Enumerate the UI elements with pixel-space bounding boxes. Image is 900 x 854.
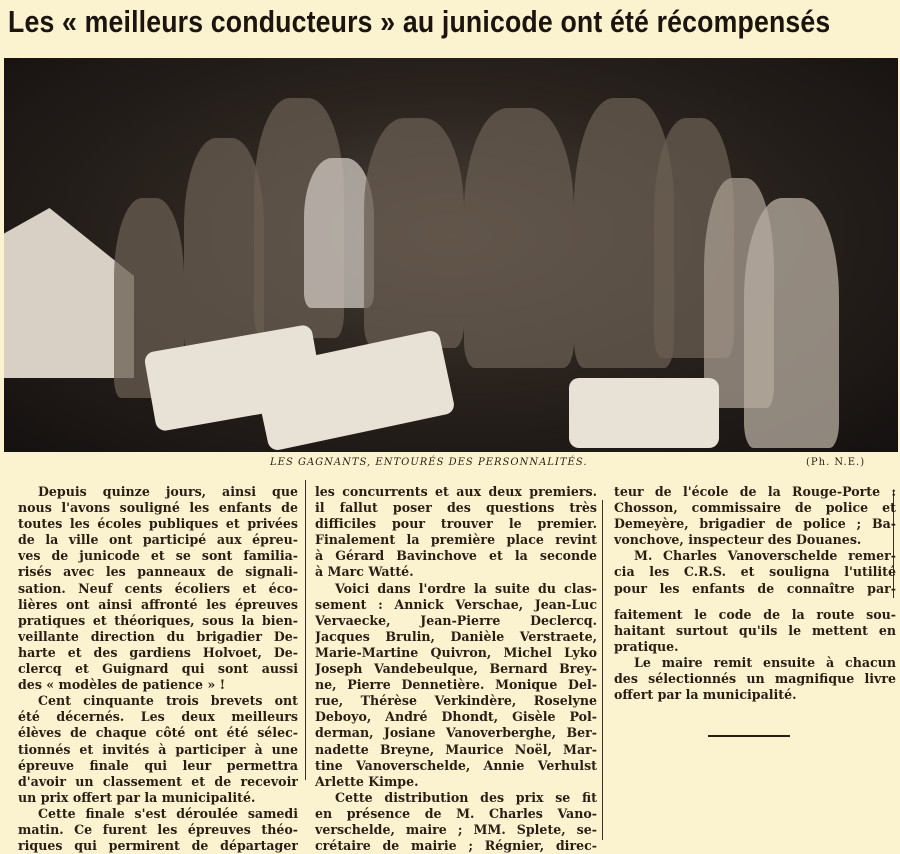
text-line: Cette distribution des prix se fit [335, 789, 597, 805]
text-line: faitement le code de la route sou- [614, 606, 896, 622]
text-line: élèves de chaque côté ont été sélec- [18, 725, 298, 741]
text-line: en présence de M. Charles Vano- [315, 805, 597, 821]
text-line: M. Charles Vanoverschelde remer- [634, 548, 896, 564]
text-line: risés avec les panneaux de signali- [18, 564, 298, 580]
text-line: ne, Pierre Dennetière. Monique Del- [315, 677, 597, 693]
text-line: matin. Ce furent les épreuves théo- [18, 821, 298, 837]
text-line: sation. Neuf cents écoliers et éco- [18, 580, 298, 596]
text-line: offert par la municipalité. [614, 687, 797, 703]
headline: Les « meilleurs conducteurs » au junicode ont été récompensés [8, 4, 831, 39]
text-line: ves de junicode et se sont familia- [18, 548, 298, 564]
text-line: derman, Josiane Vanoverberghe, Ber- [315, 725, 597, 741]
photo-credit: (Ph. N.E.) [806, 457, 866, 468]
paragraph [315, 484, 597, 581]
article-column-3 [614, 484, 896, 703]
photo-winners [4, 58, 898, 452]
text-line: vonchove, inspecteur des Douanes. [614, 532, 862, 548]
text-line: des « modèles de patience » ! [18, 677, 226, 693]
text-line: toutes les écoles publiques et privées [18, 516, 298, 532]
paragraph [315, 790, 597, 854]
text-line: tine Vanoverschelde, Annie Verhulst [315, 757, 597, 773]
text-line: il fallut poser des questions très [315, 500, 597, 516]
text-line: Chosson, commissaire de police et [614, 500, 896, 516]
text-line: Cent cinquante trois brevets ont [38, 693, 298, 709]
paragraph [315, 581, 597, 790]
article-column-2 [315, 484, 597, 854]
text-line: Le maire remit ensuite à chacun [634, 654, 896, 670]
article-column-1 [18, 484, 298, 854]
text-line: été décernés. Les deux meilleurs [18, 709, 298, 725]
text-line: les concurrents et aux deux premiers. [315, 484, 597, 499]
photo-caption: LES GAGNANTS, ENTOURÉS DES PERSONNALITÉS. [270, 457, 588, 468]
text-line: Jacques Brulin, Danièle Verstraete, [315, 628, 597, 644]
text-line: haitant surtout qu'ils le mettent en [614, 622, 896, 638]
text-line: lières ont ainsi affronté les épreuves [18, 596, 298, 612]
text-line: des sélectionnés un magnifique livre [614, 671, 896, 687]
text-line: pratiques et théoriques, sous la bien- [18, 612, 298, 628]
text-line: teur de l'école de la Rouge-Porte : [614, 484, 896, 499]
text-line: de la ville ont participé aux épreu- [18, 532, 298, 548]
paragraph [18, 806, 298, 854]
text-line: cia les C.R.S. et souligna l'utilité [614, 564, 896, 580]
text-line: harte et des gardiens Holvoet, De- [18, 644, 298, 660]
text-line: clercq et Guignard qui sont aussi [18, 661, 298, 677]
text-line: Joseph Vandebeulque, Bernard Brey- [315, 661, 597, 677]
text-line: d'avoir un classement et de recevoir [18, 773, 298, 789]
text-line: pour les enfants de connaître par- [614, 580, 896, 596]
text-line: Voici dans l'ordre la suite du clas- [335, 580, 597, 596]
text-line: Marie-Martine Quivron, Michel Lyko [315, 644, 597, 660]
paragraph [614, 484, 896, 548]
text-line: Depuis quinze jours, ainsi que [38, 484, 298, 499]
text-line: Cette finale s'est déroulée samedi [38, 805, 298, 821]
text-line: veillante direction du brigadier De- [18, 628, 298, 644]
text-line: Vervaecke, Jean-Pierre Declercq. [315, 612, 597, 628]
column-divider [602, 500, 603, 840]
paragraph [614, 607, 896, 655]
text-line: à Gérard Bavinchove et la seconde [315, 548, 597, 564]
text-line: pratique. [614, 638, 679, 654]
paragraph [18, 693, 298, 806]
text-line: Arlette Kimpe. [315, 773, 419, 789]
end-rule [708, 735, 790, 737]
text-line: tionnés et invités à participer à une [18, 741, 298, 757]
text-line: Finalement la première place revint [315, 532, 597, 548]
text-line: à Marc Watté. [315, 564, 414, 580]
paragraph [614, 655, 896, 703]
text-line: difficiles pour trouver le premier. [315, 516, 597, 532]
text-line: rue, Thérèse Verkindère, Roselyne [315, 693, 597, 709]
paragraph [18, 484, 298, 693]
text-line: riques qui permirent de départager [18, 838, 298, 854]
text-line: nous l'avons souligné les enfants de [18, 500, 298, 516]
text-line: nadette Breyne, Maurice Noël, Mar- [315, 741, 597, 757]
text-line: Demeyère, brigadier de police ; Ba- [614, 516, 896, 532]
column-divider [305, 480, 306, 780]
text-line: sement : Annick Verschae, Jean-Luc [315, 596, 597, 612]
text-line: verschelde, maire ; MM. Splete, se- [315, 821, 597, 837]
paragraph [614, 548, 896, 596]
text-line: Deboyo, André Dhondt, Gisèle Pol- [315, 709, 597, 725]
text-line: un prix offert par la municipalité. [18, 789, 256, 805]
text-line: crétaire de mairie ; Régnier, direc- [315, 838, 597, 854]
text-line: épreuve finale qui leur permettra [18, 757, 298, 773]
